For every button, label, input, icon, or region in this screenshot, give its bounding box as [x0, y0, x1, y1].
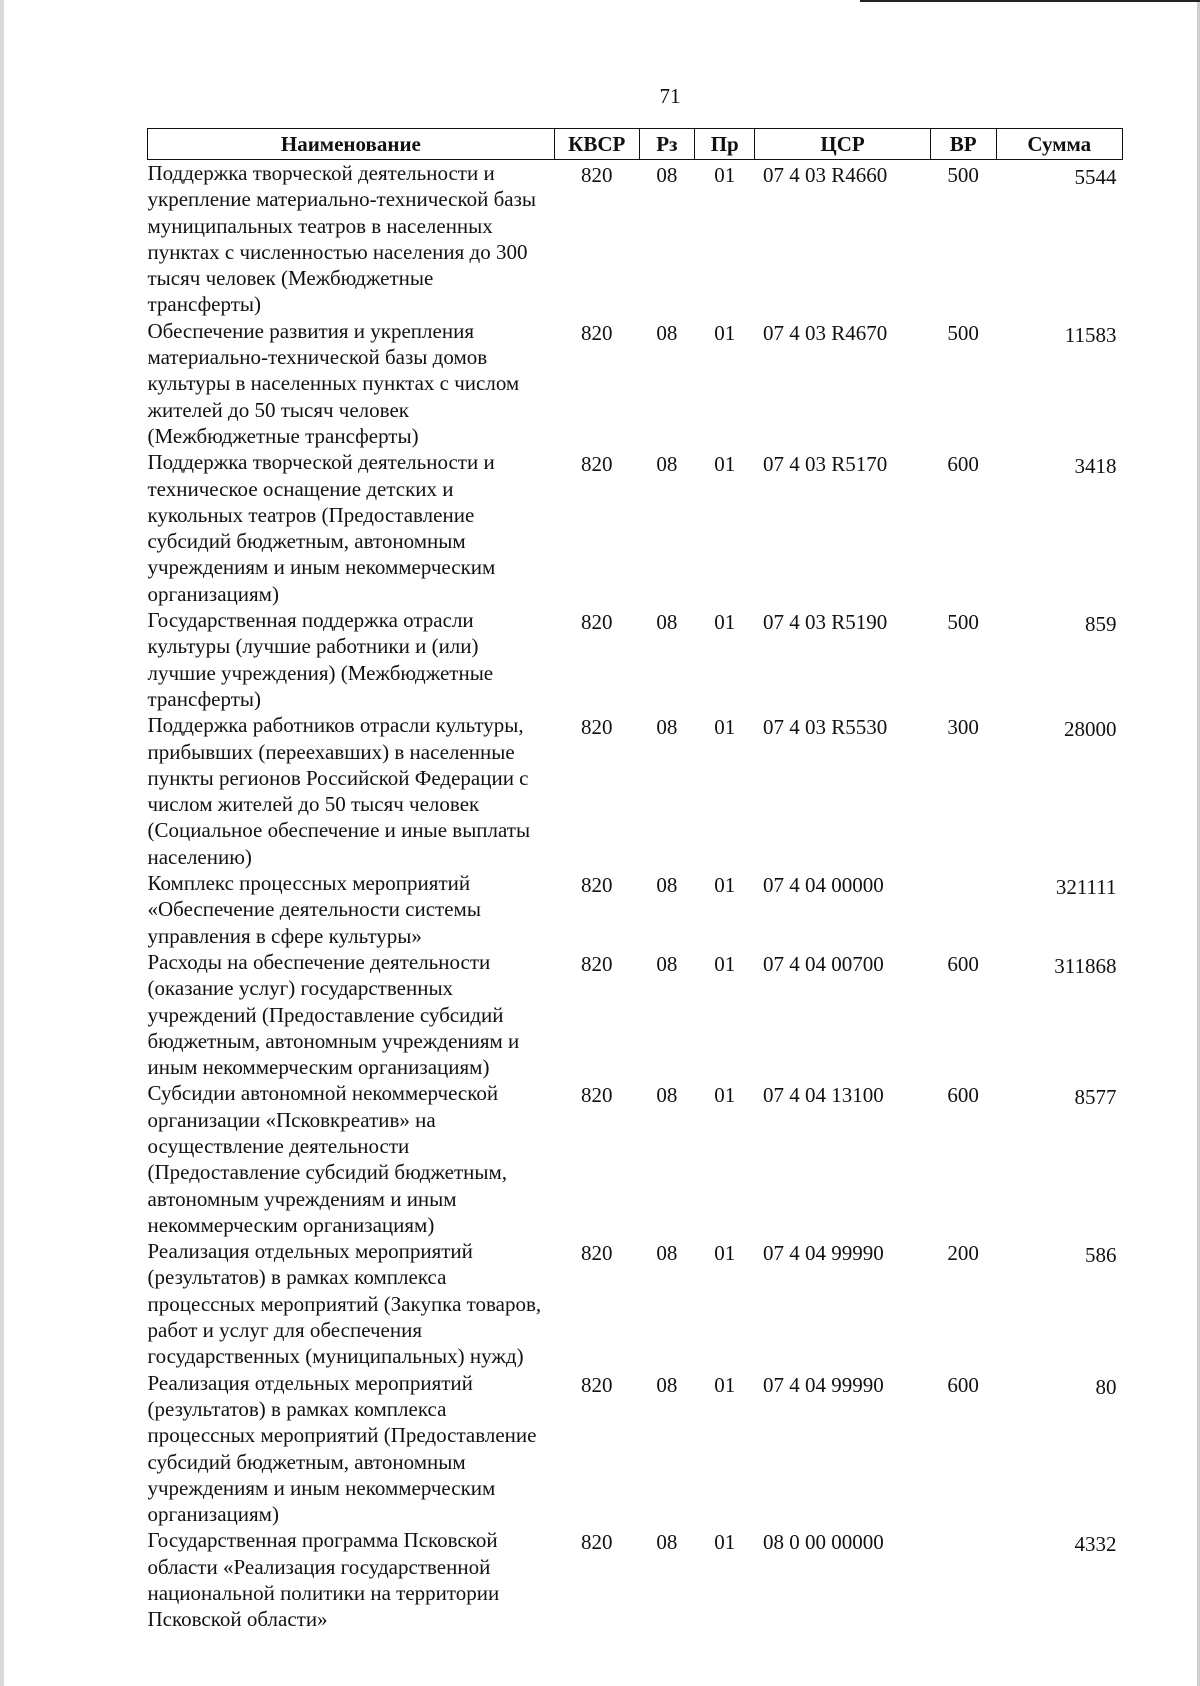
cell-pr: 01	[714, 1530, 736, 1555]
table-row	[148, 607, 1123, 712]
cell-kvsr: 820	[580, 1372, 613, 1397]
header-rz: Рз	[639, 129, 694, 160]
table-row	[148, 1370, 1123, 1528]
cell-pr: 01	[714, 163, 736, 187]
header-name: Наименование	[148, 129, 555, 160]
cell-rz: 08	[656, 873, 678, 898]
cell-rz: 08	[656, 320, 678, 345]
cell-rz: 08	[656, 1530, 678, 1555]
cell-csr: 07 4 03 R4670	[762, 320, 888, 345]
cell-vr	[930, 870, 996, 949]
header-csr: ЦСР	[755, 129, 930, 160]
cell-name: Расходы на обеспечение деятельности (оказание услуг) государственных учреждений (Предоставление субсидий бюджетным, автономным учреждениям и иным некоммерческим организациям)	[147, 949, 520, 1080]
cell-pr: 01	[714, 320, 736, 345]
header-vr: ВР	[930, 129, 996, 160]
page-number: 71	[659, 84, 681, 108]
cell-sum: 321111	[1055, 875, 1117, 900]
cell-name: Реализация отдельных мероприятий (результатов) в рамках комплекса процессных мероприятий (Предоставление субсидий бюджетным, автономным учреждениям и иным некоммерческим организациям)	[147, 1370, 537, 1527]
cell-sum: 586	[1085, 1243, 1117, 1268]
cell-sum: 3418	[1074, 454, 1117, 479]
cell-csr: 08 0 00 00000	[762, 1530, 884, 1555]
cell-kvsr: 820	[580, 1530, 613, 1555]
cell-csr: 07 4 03 R5530	[762, 715, 888, 740]
cell-pr: 01	[714, 1083, 736, 1108]
cell-sum: 311868	[1054, 953, 1117, 978]
table-row	[148, 1080, 1123, 1238]
cell-vr: 600	[947, 951, 979, 976]
cell-rz: 08	[656, 951, 678, 976]
cell-kvsr: 820	[580, 610, 613, 635]
cell-kvsr: 820	[580, 873, 613, 898]
cell-vr: 500	[947, 610, 979, 635]
cell-csr: 07 4 04 00700	[762, 951, 884, 976]
cell-name: Поддержка работников отрасли культуры, прибывших (переехавших) в населенные пункты регионов Российской Федерации с числом жителей до 50 тысяч человек (Социальное обеспечение и иные выплаты населению)	[147, 713, 531, 869]
cell-vr: 600	[947, 1372, 979, 1397]
cell-name: Государственная поддержка отрасли культуры (лучшие работники и (или) лучшие учреждения) (Межбюджетные трансферты)	[147, 608, 494, 711]
cell-csr: 07 4 03 R5170	[762, 452, 888, 477]
cell-name: Поддержка творческой деятельности и укрепление материально-технической базы муниципальных театров в населенных пунктах с численностью населения до 300 тысяч человек (Межбюджетные трансферты)	[147, 161, 537, 317]
cell-csr: 07 4 04 00000	[762, 873, 884, 898]
table-row	[148, 318, 1123, 449]
cell-kvsr: 820	[580, 320, 613, 345]
header-pr: Пр	[694, 129, 755, 160]
cell-pr: 01	[714, 610, 736, 635]
cell-sum: 859	[1085, 612, 1117, 637]
cell-pr: 01	[714, 873, 736, 898]
cell-kvsr: 820	[580, 1241, 613, 1266]
table-row	[148, 449, 1123, 607]
cell-sum: 11583	[1064, 322, 1117, 347]
table-row	[148, 160, 1123, 318]
cell-vr: 500	[947, 320, 979, 345]
cell-csr: 07 4 04 13100	[762, 1083, 884, 1108]
cell-rz: 08	[656, 452, 678, 477]
cell-sum: 8577	[1074, 1085, 1117, 1110]
cell-vr: 600	[947, 1083, 979, 1108]
cell-rz: 08	[656, 715, 678, 740]
cell-pr: 01	[714, 1372, 736, 1397]
cell-csr: 07 4 03 R4660	[762, 163, 888, 187]
cell-rz: 08	[656, 610, 678, 635]
cell-rz: 08	[656, 1083, 678, 1108]
cell-csr: 07 4 04 99990	[762, 1372, 884, 1397]
table-row	[148, 1238, 1123, 1369]
cell-csr: 07 4 04 99990	[762, 1241, 884, 1266]
header-sum: Сумма	[996, 129, 1122, 160]
cell-kvsr: 820	[580, 1083, 613, 1108]
cell-vr: 300	[947, 715, 979, 740]
table-row	[148, 949, 1123, 1080]
cell-name: Государственная программа Псковской области «Реализация государственной национальной политики на территории Псковской области»	[147, 1528, 500, 1632]
cell-name: Реализация отдельных мероприятий (результатов) в рамках комплекса процессных мероприятий (Закупка товаров, работ и услуг для обеспечения государственных (муниципальных) нужд)	[147, 1239, 542, 1369]
table-body	[148, 160, 1123, 1633]
cell-name: Поддержка творческой деятельности и техническое оснащение детских и кукольных театров (Предоставление субсидий бюджетным, автономным учреждениям и иным некоммерческим организациям)	[147, 450, 496, 606]
cell-rz: 08	[656, 1372, 678, 1397]
cell-kvsr: 820	[580, 163, 613, 187]
cell-sum: 5544	[1074, 165, 1117, 189]
cell-kvsr: 820	[580, 951, 613, 976]
table-row	[148, 870, 1123, 949]
cell-kvsr: 820	[580, 452, 613, 477]
cell-pr: 01	[714, 951, 736, 976]
cell-vr: 200	[947, 1241, 979, 1266]
scan-edge-left	[0, 0, 4, 1686]
table-row	[148, 1527, 1123, 1632]
cell-csr: 07 4 03 R5190	[762, 610, 888, 635]
cell-pr: 01	[714, 1241, 736, 1266]
header-kvsr: КВСР	[554, 129, 639, 160]
cell-rz: 08	[656, 163, 678, 187]
cell-name: Обеспечение развития и укрепления материально-технической базы домов культуры в населенных пунктах с числом жителей до 50 тысяч человек (Межбюджетные трансферты)	[147, 318, 520, 448]
cell-sum: 80	[1095, 1374, 1117, 1399]
cell-vr: 600	[947, 452, 979, 477]
cell-name: Комплекс процессных мероприятий «Обеспечение деятельности системы управления в сфере культуры»	[147, 871, 481, 948]
cell-vr	[930, 1527, 996, 1632]
table-header-row	[148, 129, 1123, 160]
scan-top-line	[860, 0, 1200, 2]
cell-sum: 28000	[1064, 717, 1117, 742]
table-row	[148, 712, 1123, 870]
cell-pr: 01	[714, 715, 736, 740]
budget-table	[147, 128, 1123, 1633]
cell-kvsr: 820	[580, 715, 613, 740]
cell-rz: 08	[656, 1241, 678, 1266]
cell-name: Субсидии автономной некоммерческой организации «Псковкреатив» на осуществление деятельности (Предоставление субсидий бюджетным, автономным учреждениям и иным некоммерческим организациям)	[147, 1081, 508, 1237]
cell-pr: 01	[714, 452, 736, 477]
cell-vr: 500	[947, 163, 979, 187]
cell-sum: 4332	[1074, 1532, 1117, 1557]
